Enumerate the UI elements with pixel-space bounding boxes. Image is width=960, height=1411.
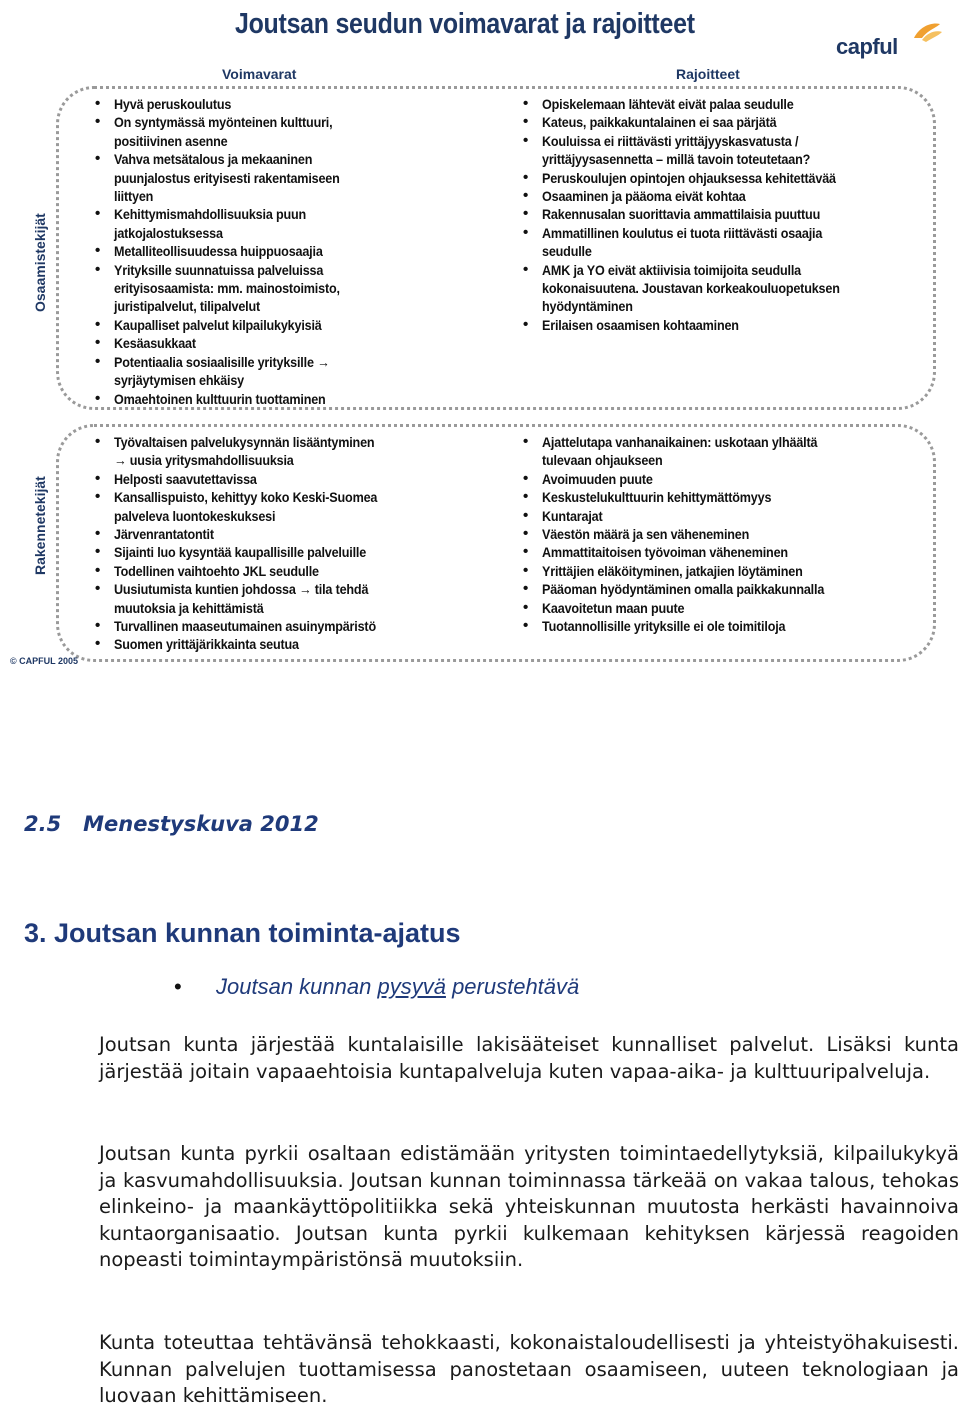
list-item-text: • Kaupalliset palvelut kilpailukykyisiä: [114, 316, 322, 333]
column-heading-voimavarat: Voimavarat: [222, 66, 297, 82]
list-item-text: • Kansallispuisto, kehittyy koko Keski-Suomea palveleva luontokeskuksesi: [114, 489, 378, 524]
list-item-text: • Väestön määrä ja sen väheneminen: [542, 526, 750, 543]
list-item-text: • Kaavoitetun maan puute: [542, 599, 685, 616]
list-item: [520, 562, 925, 580]
list-item-text: • Tuotannollisille yrityksille ei ole toimitiloja: [542, 618, 786, 635]
list-item: [92, 95, 492, 113]
list-item: [92, 562, 492, 580]
list-item-text: • Peruskoulujen opintojen ohjauksessa kehitettävää: [542, 169, 836, 186]
list-item: [92, 316, 492, 334]
heading-2-5: 2.5 Menestyskuva 2012: [24, 812, 319, 836]
copyright-note: © CAPFUL 2005: [10, 656, 78, 666]
paragraph-1: Joutsan kunta järjestää kuntalaisille lakisääteiset kunnalliset palvelut. Lisäksi kunta järjestää joitain vapaaehtoisia kuntapalveluja kuten vapaa-aika- ja kulttuuripalveluja.: [99, 1033, 959, 1083]
list-item-text: • Potentiaalia sosiaalisille yrityksille → syrjäytymisen ehkäisy: [114, 353, 330, 389]
list-item: [92, 113, 492, 150]
list-item: [520, 169, 925, 187]
list-item-text: • Opiskelemaan lähtevät eivät palaa seudulle: [542, 96, 794, 112]
list-item-text: • Omaehtoinen kulttuurin tuottaminen: [114, 390, 326, 407]
list-item: [92, 390, 492, 408]
list-item: [520, 132, 925, 169]
list-item-text: • Kehittymismahdollisuuksia puun jatkojalostuksessa: [114, 206, 307, 241]
capful-logo-text: capful: [836, 34, 898, 59]
list-item: [520, 617, 925, 635]
list-item: [92, 635, 492, 653]
side-label-osaamistekijat: Osaamistekijät: [32, 213, 48, 312]
list-item: [520, 187, 925, 205]
bullet-text-post: perustehtävä: [445, 974, 580, 999]
side-label-rakennetekijat: Rakennetekijät: [32, 476, 48, 575]
list-item-text: • Helposti saavutettavissa: [114, 470, 257, 487]
paragraph-2: Joutsan kunta pyrkii osaltaan edistämään yritysten toimintaedellytyksiä, kilpailukykyä ja kasvumahdollisuuksia. Joutsan kunnan toiminnassa tärkeää on vakaa talous, tehokas elinkeino- ja maankäyttöpolitiikka sekä yhteiskunnan muutosta herkästi havainnoiva kuntaorganisaatio. Joutsan kunta pyrkii kulkemaan kehityksen kärjessä reagoiden nopeasti toimintaympäristönsä muutoksiin.: [99, 1142, 959, 1271]
list-item-text: • Vahva metsätalous ja mekaaninen puunjalostus erityisesti rakentamiseen liittyen: [114, 151, 340, 205]
list-item-text: • Kateus, paikkakuntalainen ei saa pärjätä: [542, 114, 777, 131]
list-item-text: • Yrityksille suunnatuissa palveluissa erityisosaamista: mm. mainostoimisto, juristipalvelut, tilipalvelut: [114, 261, 340, 315]
bullet-text-underlined: pysyvä: [377, 974, 446, 999]
list-item-text: • Avoimuuden puute: [542, 470, 653, 487]
list-item-text: • Sijainti luo kysyntää kaupallisille palveluille: [114, 544, 367, 561]
list-item-text: • Rakennusalan suorittavia ammattilaisia puuttuu: [542, 206, 821, 223]
list-item-text: • Työvaltaisen palvelukysynnän lisääntyminen → uusia yritysmahdollisuuksia: [114, 434, 375, 469]
list-item: [92, 488, 492, 525]
list-item-text: • Hyvä peruskoulutus: [114, 96, 232, 112]
list-top-left: [92, 95, 492, 408]
list-item: [520, 580, 925, 598]
list-item-text: • Keskustelukulttuurin kehittymättömyys: [542, 489, 772, 506]
list-item-text: • Kesäasukkaat: [114, 335, 196, 352]
list-item-text: • Pääoman hyödyntäminen omalla paikkakunnalla: [542, 581, 825, 598]
list-item-text: • Osaaminen ja pääoma eivät kohtaa: [542, 188, 746, 205]
list-item: [92, 543, 492, 561]
list-item-text: • Kuntarajat: [542, 507, 603, 524]
list-item: [520, 113, 925, 131]
list-item-text: • Suomen yrittäjärikkainta seutua: [114, 636, 299, 653]
list-item: [520, 470, 925, 488]
list-item-text: • Kouluissa ei riittävästi yrittäjyyskasvatusta / yrittäjyysasennetta – millä tavoin toteutetaan?: [542, 132, 811, 168]
list-item-text: • Järvenrantatontit: [114, 526, 214, 543]
list-item-text: • Ammattitaitoisen työvoiman väheneminen: [542, 544, 788, 561]
list-item: [520, 316, 925, 334]
list-item: [92, 150, 492, 205]
list-item: [520, 95, 925, 113]
list-bottom-left: [92, 433, 492, 654]
heading-3: 3. Joutsan kunnan toiminta-ajatus: [24, 918, 461, 948]
list-item: [92, 334, 492, 352]
list-item: [520, 433, 925, 470]
list-item: [520, 261, 925, 316]
bullet-dot-icon: •: [174, 974, 182, 999]
list-item: [92, 261, 492, 316]
list-item: [92, 580, 492, 617]
list-item: [520, 224, 925, 261]
list-item: [92, 470, 492, 488]
list-item-text: • AMK ja YO eivät aktiivisia toimijoita seudulla kokonaisuutena. Joustavan korkeakouluopetuksen hyödyntäminen: [542, 261, 840, 315]
bullet-text-pre: Joutsan kunnan: [216, 974, 378, 999]
list-item: [520, 205, 925, 223]
list-item: [92, 242, 492, 260]
list-item: [520, 543, 925, 561]
list-item: [92, 525, 492, 543]
list-item: [92, 617, 492, 635]
list-item-text: • Uusiutumista kuntien johdossa → tila tehdä muutoksia ja kehittämistä: [114, 581, 369, 616]
list-item: [520, 599, 925, 617]
list-bottom-right: [520, 433, 925, 635]
list-top-right: [520, 95, 925, 334]
capful-logo: [836, 18, 946, 64]
list-item-text: • Ammatillinen koulutus ei tuota riittävästi osaajia seudulle: [542, 224, 823, 260]
list-item-text: • Metalliteollisuudessa huippuosaajia: [114, 243, 323, 260]
list-item-text: • On syntymässä myönteinen kulttuuri, positiivinen asenne: [114, 114, 333, 149]
list-item: [92, 205, 492, 242]
list-item-text: • Yrittäjien eläköityminen, jatkajien löytäminen: [542, 562, 803, 579]
list-item-text: • Erilaisen osaamisen kohtaaminen: [542, 316, 739, 333]
bullet-text: [216, 974, 579, 1000]
paragraph-3: Kunta toteuttaa tehtävänsä tehokkaasti, kokonaistaloudellisesti ja yhteistyöhakuisesti. Kunnan palvelujen tuottamisessa panostetaan osaamiseen, uuteen teknologiaan ja luovaan kehittämiseen.: [99, 1331, 959, 1407]
list-item-text: • Turvallinen maaseutumainen asuinympäristö: [114, 618, 376, 635]
list-item: [92, 353, 492, 390]
column-heading-rajoitteet: Rajoitteet: [676, 66, 740, 82]
list-item-text: • Todellinen vaihtoehto JKL seudulle: [114, 562, 319, 579]
figure-title: Joutsan seudun voimavarat ja rajoitteet: [234, 8, 695, 40]
list-item: [92, 433, 492, 470]
list-item: [520, 488, 925, 506]
list-item-text: • Ajattelutapa vanhanaikainen: uskotaan ylhäältä tulevaan ohjaukseen: [542, 434, 818, 469]
list-item: [520, 525, 925, 543]
list-item: [520, 507, 925, 525]
